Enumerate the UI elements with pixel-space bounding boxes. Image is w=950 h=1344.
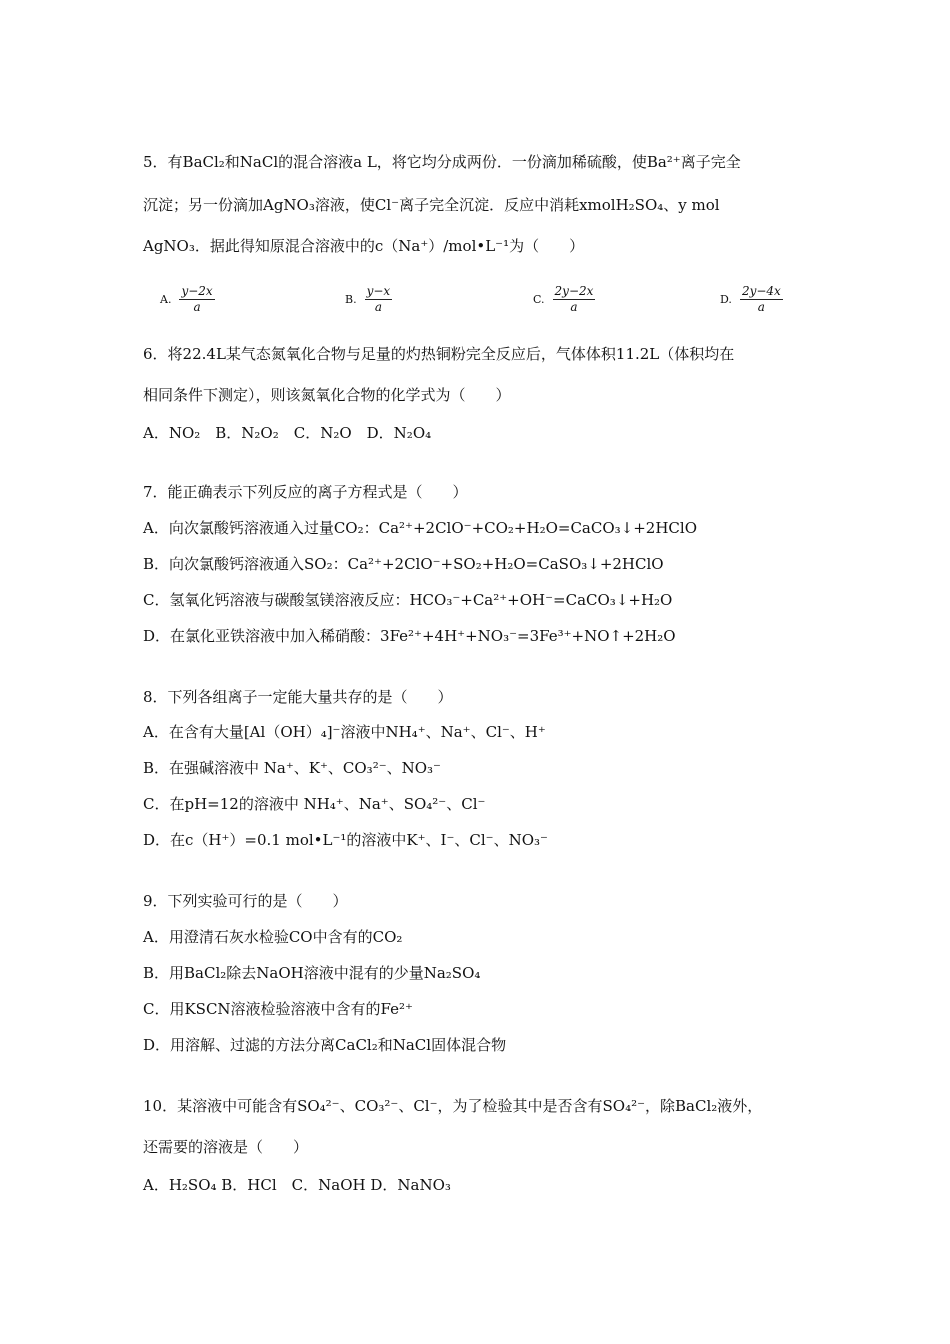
q7-option-a: A．向次氯酸钙溶液通入过量CO₂：Ca²⁺+2ClO⁻+CO₂+H₂O=CaCO₃↓+2HClO — [143, 519, 697, 537]
q9-option-b: B．用BaCl₂除去NaOH溶液中混有的少量Na₂SO₄ — [143, 964, 481, 982]
q5-option-c — [533, 284, 595, 315]
q10-stem-line2: 还需要的溶液是（ ） — [143, 1138, 309, 1156]
option-label: B. — [345, 293, 357, 306]
q9-option-a: A．用澄清石灰水检验CO中含有的CO₂ — [143, 928, 403, 946]
q6-stem-line2: 相同条件下测定），则该氮氧化合物的化学式为（ ） — [143, 386, 511, 404]
q7-option-b: B．向次氯酸钙溶液通入SO₂：Ca²⁺+2ClO⁻+SO₂+H₂O=CaSO₃↓+2HClO — [143, 555, 664, 573]
q5-option-a — [160, 284, 215, 315]
q10-options: A．H₂SO₄ B．HCl C．NaOH D．NaNO₃ — [143, 1176, 451, 1194]
q8-option-c: C．在pH=12的溶液中 NH₄⁺、Na⁺、SO₄²⁻、Cl⁻ — [143, 795, 486, 813]
q7-option-d: D．在氯化亚铁溶液中加入稀硝酸：3Fe²⁺+4H⁺+NO₃⁻=3Fe³⁺+NO↑+2H₂O — [143, 627, 676, 645]
q5-stem-line1: 5．有BaCl₂和NaCl的混合溶液a L，将它均分成两份．一份滴加稀硫酸，使Ba²⁺离子完全 — [143, 153, 741, 171]
option-label: D. — [720, 293, 732, 306]
q8-option-b: B．在强碱溶液中 Na⁺、K⁺、CO₃²⁻、NO₃⁻ — [143, 759, 441, 777]
q5-option-b — [345, 284, 392, 315]
q8-option-d: D．在c（H⁺）=0.1 mol•L⁻¹的溶液中K⁺、I⁻、Cl⁻、NO₃⁻ — [143, 831, 548, 849]
q9-stem: 9．下列实验可行的是（ ） — [143, 892, 348, 910]
q7-option-c: C．氢氧化钙溶液与碳酸氢镁溶液反应：HCO₃⁻+Ca²⁺+OH⁻=CaCO₃↓+H₂O — [143, 591, 673, 609]
q7-stem: 7．能正确表示下列反应的离子方程式是（ ） — [143, 483, 468, 501]
option-label: A. — [160, 293, 172, 306]
q8-option-a: A．在含有大量[Al（OH）₄]⁻溶液中NH₄⁺、Na⁺、Cl⁻、H⁺ — [143, 723, 546, 741]
q9-option-c: C．用KSCN溶液检验溶液中含有的Fe²⁺ — [143, 1000, 413, 1018]
q6-options: A．NO₂ B．N₂O₂ C．N₂O D．N₂O₄ — [143, 424, 432, 442]
fraction: $\frac{y-2x}{a}$ — [181, 284, 213, 314]
q5-option-d — [720, 284, 783, 315]
q8-stem: 8．下列各组离子一定能大量共存的是（ ） — [143, 688, 453, 706]
q5-stem-line3: AgNO₃．据此得知原混合溶液中的c（Na⁺）/mol•L⁻¹为（ ） — [143, 237, 585, 255]
q9-option-d: D．用溶解、过滤的方法分离CaCl₂和NaCl固体混合物 — [143, 1036, 507, 1054]
q10-stem-line1: 10．某溶液中可能含有SO₄²⁻、CO₃²⁻、Cl⁻，为了检验其中是否含有SO₄²⁻，除BaCl₂液外， — [143, 1097, 763, 1115]
fraction: $\frac{y-x}{a}$ — [366, 284, 391, 314]
fraction: $\frac{2y-4x}{a}$ — [741, 284, 781, 314]
q6-stem-line1: 6．将22.4L某气态氮氧化合物与足量的灼热铜粉完全反应后，气体体积11.2L（体积均在 — [143, 345, 735, 363]
option-label: C. — [533, 293, 545, 306]
fraction: $\frac{2y-2x}{a}$ — [554, 284, 594, 314]
q5-stem-line2: 沉淀；另一份滴加AgNO₃溶液，使Cl⁻离子完全沉淀．反应中消耗xmolH₂SO₄、y mol — [143, 196, 720, 214]
